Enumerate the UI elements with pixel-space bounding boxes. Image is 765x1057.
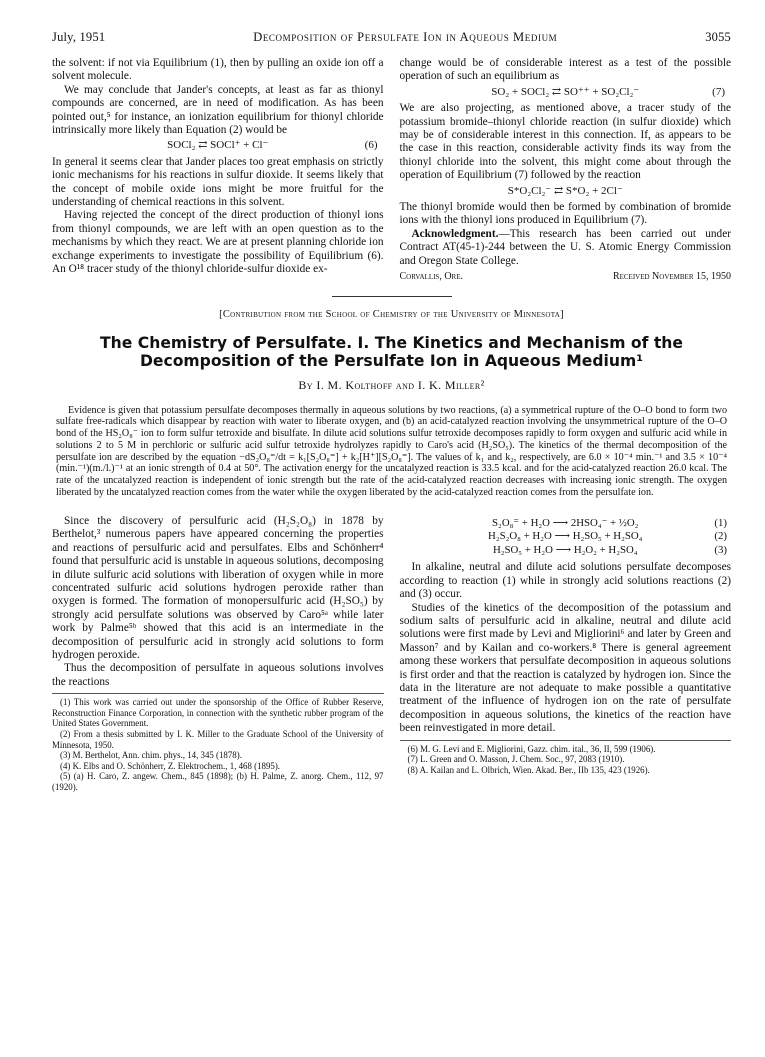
arrow-right-icon: ⟶	[554, 530, 570, 543]
article-title: The Chemistry of Persulfate. I. The Kinetics and Mechanism of the Decomposition of the Persulfate Ion in Aqueous Medium¹	[100, 333, 683, 370]
paragraph: the solvent: if not via Equilibrium (1), then by pulling an oxide ion off a solvent molecule.	[52, 57, 384, 83]
contribution-line: [Contribution from the School of Chemistry of the University of Minnesota]	[219, 308, 564, 320]
footnote: (8) A. Kailan and L. Olbrich, Wien. Akad. Ber., IIb 135, 423 (1926).	[407, 764, 650, 775]
footnotes-right	[400, 740, 732, 776]
received-date: Received November 15, 1950	[612, 271, 731, 283]
signature-line	[400, 270, 732, 283]
top-right-column	[400, 57, 732, 284]
arrow-right-icon: ⟶	[552, 516, 569, 529]
reaction-1	[400, 517, 732, 531]
eq-rhs: H₂SO₅ + H₂SO₄	[572, 530, 643, 543]
footnote: (7) L. Green and O. Masson, J. Chem. Soc., 97, 2083 (1910).	[407, 754, 625, 765]
reaction-3	[400, 544, 732, 558]
eq-lhs: H₂S₂O₈ + H₂O	[488, 530, 552, 543]
equation-8	[400, 185, 732, 198]
reaction-equations	[400, 517, 732, 558]
paragraph: change would be of considerable interest as a test of the possible operation of such an equilibrium as	[399, 57, 731, 83]
header-date: July, 1951	[52, 30, 106, 44]
eq-rhs: H₂O₂ + H₂SO₄	[573, 543, 638, 556]
eq-lhs: S*O₂Cl₂⁻	[507, 184, 552, 197]
equilibrium-arrow-icon: ⇄	[198, 139, 208, 152]
equation-number: (2)	[714, 530, 727, 543]
eq-lhs: SOCl₂	[167, 139, 196, 152]
footnote: (2) From a thesis submitted by I. K. Miller to the Graduate School of the University of Minnesota, 1950.	[52, 728, 384, 750]
paragraph: We are also projecting, as mentioned above, a tracer study of the potassium bromide–thionyl chloride reaction (in sulfur dioxide) which may be of considerable interest in this connection. If, as appears to be the case in this reaction, considerable activity finds its way from the thionyl chloride into the solvent, this might come about through the operation of Equilibrium (7) followed by the reaction	[399, 102, 731, 182]
footnote: (1) This work was carried out under the sponsorship of the Office of Rubber Reserve, Reconstruction Finance Corporation, in connection with the synthetic rubber program of the United States Government.	[52, 697, 384, 729]
paragraph: We may conclude that Jander's concepts, at least as far as thionyl compounds are concerned, are in need of modification. As has been pointed out,⁵ for instance, an ionization equilibrium for thionyl chloride intrinsically more likely than Equation (2) would be	[52, 83, 384, 137]
eq-rhs: SOCl⁺ + Cl⁻	[210, 139, 269, 152]
body-columns	[52, 515, 731, 793]
paragraph: Thus the decomposition of persulfate in aqueous solutions involves the reactions	[52, 662, 384, 688]
acknowledgment-heading: Acknowledgment.	[411, 227, 499, 240]
paragraph: Since the discovery of persulfuric acid (H₂S₂O₈) in 1878 by Berthelot,³ numerous papers have appeared concerning the properties and reactions of persulfuric acid and persulfates. Elbs and Schönherr⁴ found that persulfuric acid is unstable in aqueous solutions, decomposing in dilute sulfuric acid solutions with liberation of oxygen while in more concentrated sulfuric acid solutions hydrogen peroxide rather than oxygen is formed. The formation of monopersulfuric acid (H₂SO₅) by strongly acid persulfate solutions was observed by Caro⁵ᵃ while later work by Palme⁵ᵇ showed that this acid is an intermediate in the decomposition of persulfuric acid in strongly acid solutions to form hydrogen peroxide.	[52, 514, 384, 661]
equilibrium-arrow-icon: ⇄	[553, 184, 564, 197]
arrow-right-icon: ⟶	[555, 543, 572, 556]
equation-number: (7)	[712, 85, 725, 98]
equation-6	[52, 139, 384, 152]
article-abstract: Evidence is given that potassium persulfate decomposes thermally in aqueous solutions by two reactions, (a) a symmetrical rupture of the O–O bond to form two sulfate free-radicals which disappear by reaction with water to liberate oxygen, and (b) an acid-catalyzed reaction involving the unsymmetrical rupture of the O–O bond of the HS₂O₈⁻ ion to form sulfur tetroxide and bisulfate. In dilute acid solutions sulfur tetroxide decomposes rapidly to form oxygen and sulfuric acid while in solutions 2 to 5 M in perchloric or sulfuric acid sulfur tetroxide hydrolyzes rapidly to Caro's acid (H₂SO₅). The kinetics of the thermal decomposition of the persulfate ion are described by the equation −dS₂O₈⁼/dt = k₁[S₂O₈⁼] + k₂[H⁺][S₂O₈⁼]. The values of k₁ and k₂, respectively, are 6.0 × 10⁻⁴ min.⁻¹ and 3.5 × 10⁻⁴ (min.⁻¹)(m./l.)⁻¹ at an ionic strength of 0.4 at 50°. The activation energy for the uncatalyzed reaction is 33.5 kcal. and for the acid-catalyzed reaction 26.0 kcal. The rate of the uncatalyzed reaction is independent of ionic strength but the rate of the acid-catalyzed reaction decreases with increasing ionic strength. The oxygen liberated by the uncatalyzed reaction comes from the water while the oxygen liberated by the acid-catalyzed reaction comes from the persulfate ion.	[56, 404, 727, 499]
reaction-2	[400, 530, 732, 544]
acknowledgment	[400, 228, 732, 268]
header-title: Decomposition of Persulfate Ion in Aqueous Medium	[253, 30, 558, 44]
signature-place: Corvallis, Ore.	[399, 271, 463, 283]
footnotes-left	[52, 693, 384, 792]
equation-number: (6)	[364, 139, 378, 152]
paragraph: Studies of the kinetics of the decomposition of the potassium and sodium salts of persulfuric acid in alkaline, neutral and dilute acid solutions were first made by Levi and Migliorini⁶ and later by Green and Masson⁷ and by Kailan and co-workers.⁸ There is general agreement among these workers that persulfate decomposition in aqueous solutions is first order and that the reaction is catalyzed by hydrogen ion. Since the data in the literature are not adequate to make possible a quantitative treatment of the influence of hydrogen ion on the rate of persulfate decomposition in aqueous solutions, the kinetics of the reaction have been reinvestigated in more detail.	[399, 601, 731, 735]
footnote: (4) K. Elbs and O. Schönherr, Z. Elektrochem., 1, 468 (1895).	[60, 760, 280, 771]
equation-7	[400, 86, 732, 99]
top-columns	[52, 57, 731, 284]
equilibrium-arrow-icon: ⇄	[551, 85, 562, 98]
equation-number: (3)	[714, 543, 727, 556]
paragraph: In alkaline, neutral and dilute acid solutions persulfate decomposes according to reaction (1) while in strongly acid solutions reactions (2) and (3) occur.	[399, 561, 731, 601]
eq-lhs: S₂O₈⁼ + H₂O	[492, 516, 550, 529]
top-left-column	[52, 57, 384, 284]
eq-lhs: H₂SO₅ + H₂O	[492, 543, 553, 556]
body-left-column	[52, 515, 384, 793]
eq-lhs: SO₂ + SOCl₂	[491, 85, 550, 98]
eq-rhs: SO⁺⁺ + SO₂Cl₂⁻	[563, 85, 640, 98]
page-number: 3055	[705, 30, 731, 44]
article-authors: By I. M. Kolthoff and I. K. Miller²	[298, 377, 485, 392]
footnote: (5) (a) H. Caro, Z. angew. Chem., 845 (1898); (b) H. Palme, Z. anorg. Chem., 112, 97 (1920).	[52, 771, 384, 792]
equation-number: (1)	[714, 516, 727, 529]
eq-rhs: S*O₂ + 2Cl⁻	[565, 184, 623, 197]
paragraph: Having rejected the concept of the direct production of thionyl ions from thionyl compounds, we are left with an open question as to the mechanisms by which they react. We are at present planning chloride ion exchange experiments to investigate the possibility of Equilibrium (6). An O¹⁸ tracer study of the thionyl chloride-sulfur dioxide ex-	[52, 209, 384, 276]
paragraph: The thionyl bromide would then be formed by combination of bromide ions with the thionyl ions produced in Equilibrium (7).	[399, 201, 731, 227]
running-head	[52, 30, 731, 45]
paragraph: In general it seems clear that Jander places too great emphasis on strictly ionic mechanisms for his reactions in sulfur dioxide. It seems likely that the concept of mobile oxide ions might be more fruitful for the understanding of chemical reactions in this solvent.	[52, 155, 384, 209]
footnote: (6) M. G. Levi and E. Migliorini, Gazz. chim. ital., 36, II, 599 (1906).	[407, 743, 656, 754]
footnote: (3) M. Berthelot, Ann. chim. phys., 14, 345 (1878).	[60, 750, 242, 761]
section-divider	[332, 296, 452, 297]
eq-rhs: 2HSO₄⁻ + ½O₂	[570, 516, 639, 529]
acknowledgment-text: —This research has been carried out under Contract AT(45-1)-244 between the U. S. Atomic Energy Commission and Oregon State College.	[399, 227, 731, 267]
body-right-column	[400, 515, 732, 793]
